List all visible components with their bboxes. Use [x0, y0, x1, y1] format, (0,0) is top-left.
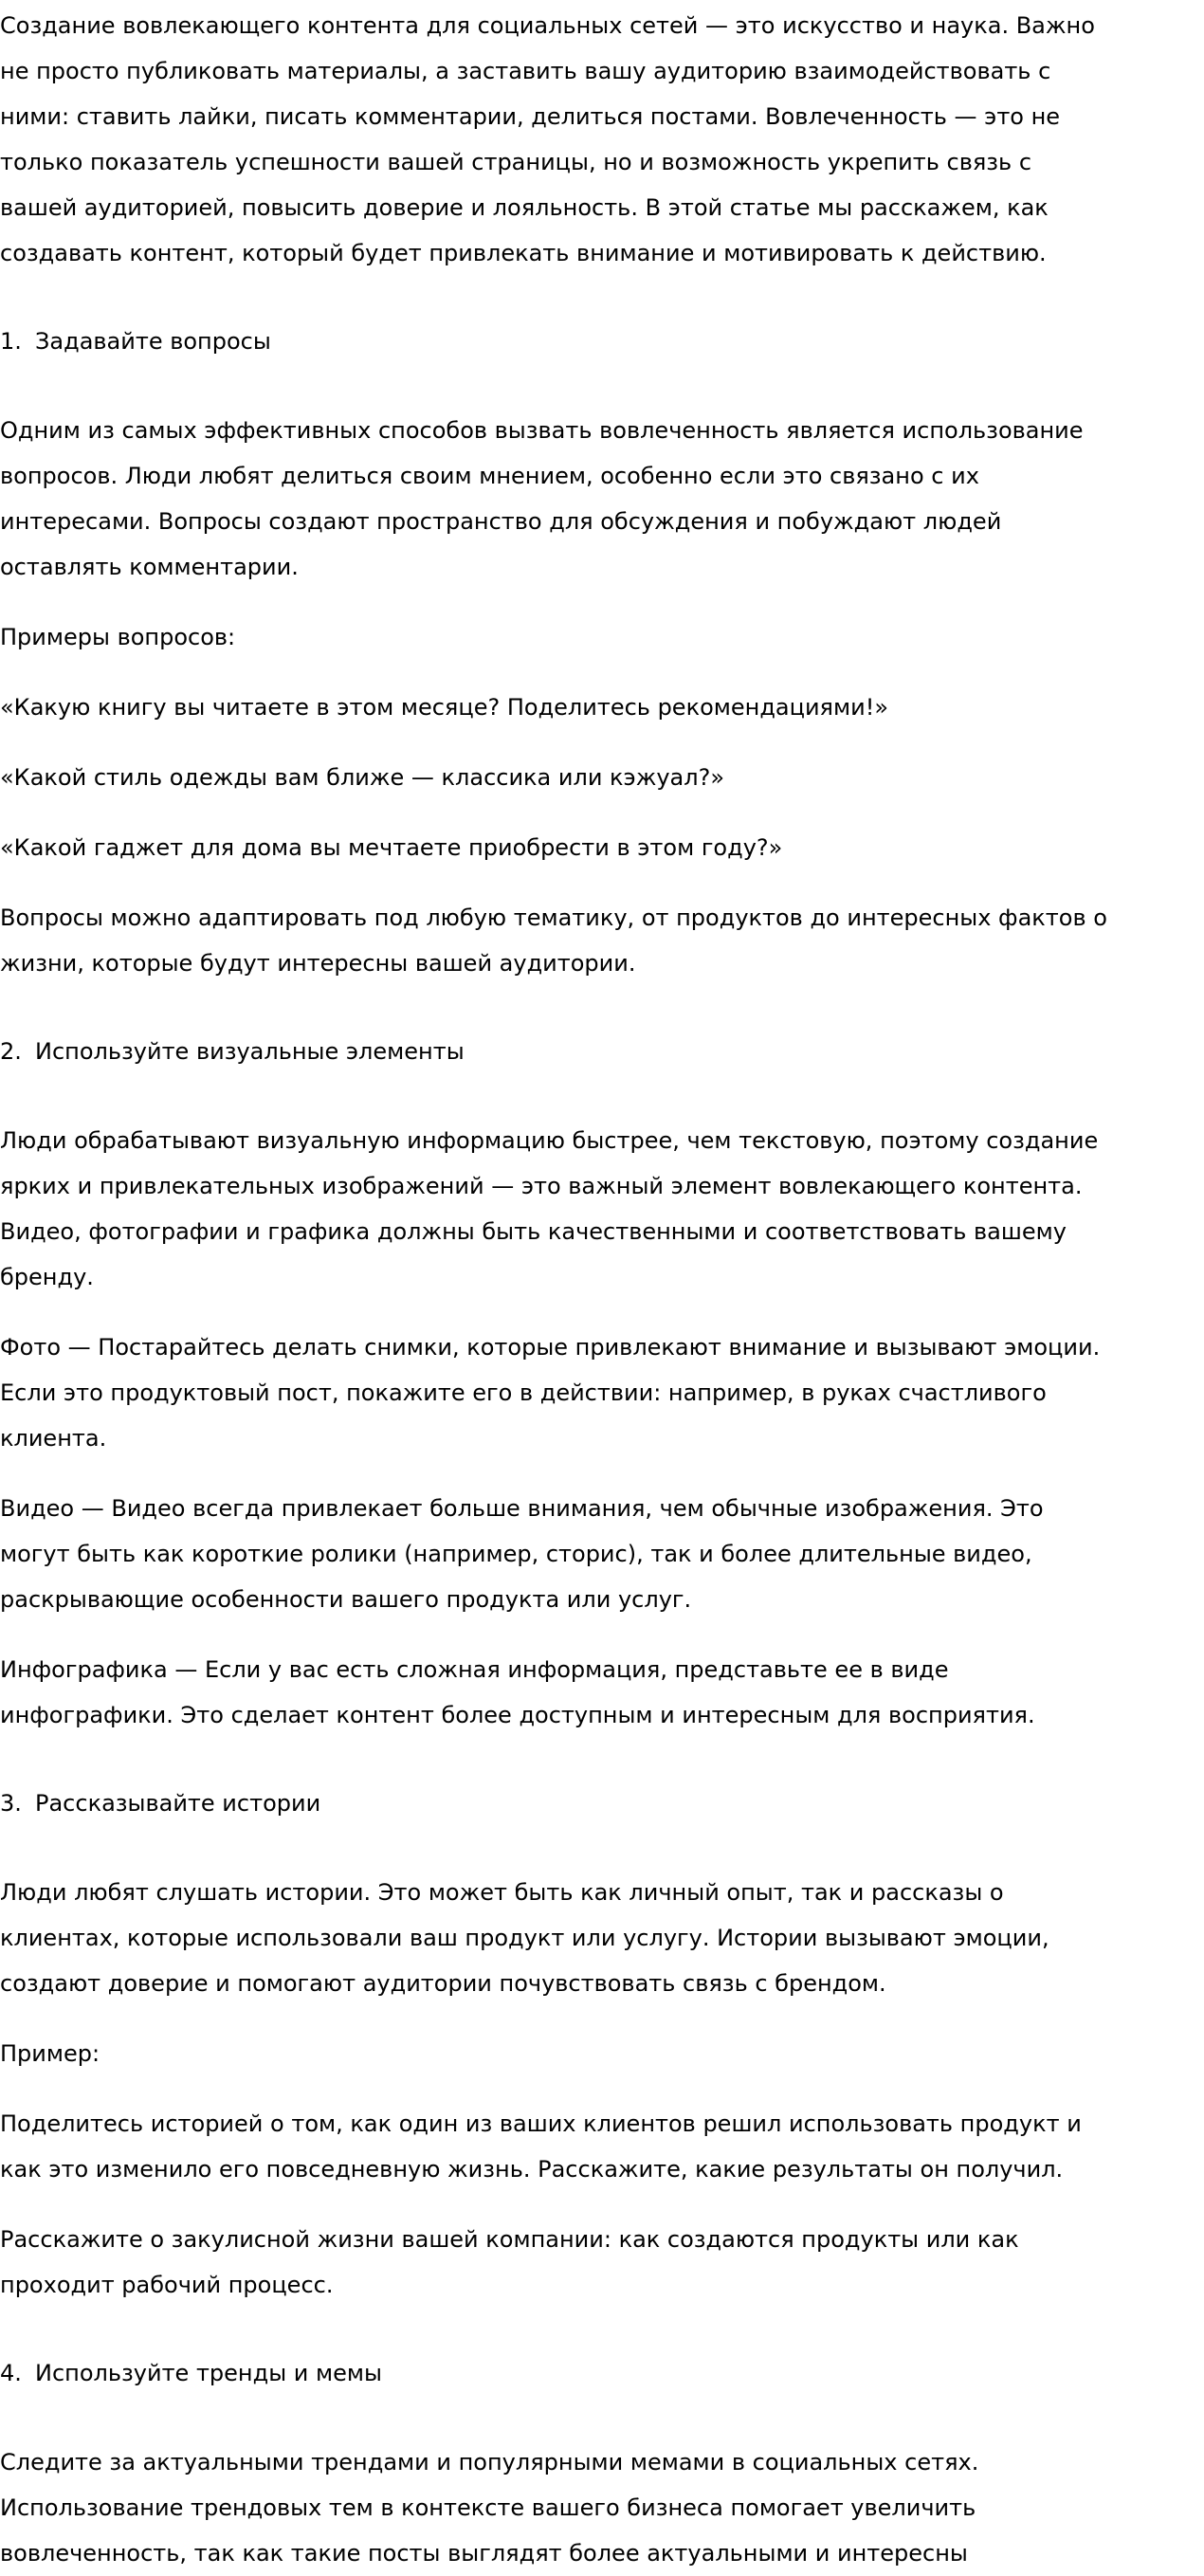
text-line: не просто публиковать материалы, а заставить вашу аудиторию взаимодействовать с [0, 58, 1051, 84]
paragraph-photo [0, 1325, 1204, 1461]
text-line: бренду. [0, 1264, 94, 1290]
heading-text: Используйте тренды и мемы [35, 2360, 382, 2386]
text-line: как это изменило его повседневную жизнь. Расскажите, какие результаты он получил. [0, 2156, 1064, 2183]
heading-number: 4. [0, 2360, 22, 2386]
text-line: Поделитесь историей о том, как один из ваших клиентов решил использовать продукт и [0, 2110, 1082, 2137]
text-line: Видео — Видео всегда привлекает больше внимания, чем обычные изображения. Это [0, 1495, 1044, 1522]
heading-number: 3. [0, 1790, 22, 1817]
paragraph [0, 2031, 1204, 2076]
numbered-heading-3 [0, 1781, 1204, 1826]
paragraph-video [0, 1486, 1204, 1622]
text-line: Инфографика — Если у вас есть сложная информация, представьте ее в виде [0, 1656, 949, 1683]
paragraph-question-example [0, 685, 1204, 730]
text-line: Следите за актуальными трендами и популярными мемами в социальных сетях. [0, 2449, 979, 2476]
text-line: «Какую книгу вы читаете в этом месяце? Поделитесь рекомендациями!» [0, 694, 888, 721]
text-line: Люди обрабатывают визуальную информацию быстрее, чем текстовую, поэтому создание [0, 1127, 1099, 1154]
text-line: вопросов. Люди любят делиться своим мнением, особенно если это связано с их [0, 463, 979, 489]
text-line: могут быть как короткие ролики (например, сторис), так и более длительные видео, [0, 1541, 1032, 1567]
heading-text: Рассказывайте истории [35, 1790, 321, 1817]
text-line: только показатель успешности вашей страницы, но и возможность укрепить связь с [0, 149, 1032, 175]
text-line: клиента. [0, 1425, 107, 1452]
text-line: Создание вовлекающего контента для социальных сетей — это искусство и наука. Важно [0, 12, 1095, 39]
text-line: Люди любят слушать истории. Это может быть как личный опыт, так и рассказы о [0, 1879, 1004, 1906]
text-line: Одним из самых эффективных способов вызвать вовлеченность является использование [0, 417, 1084, 444]
text-line: Использование трендовых тем в контексте вашего бизнеса помогает увеличить [0, 2494, 976, 2521]
text-line: проходит рабочий процесс. [0, 2272, 334, 2298]
text-line: Вопросы можно адаптировать под любую тематику, от продуктов до интересных фактов о [0, 904, 1107, 931]
text-line: «Какой гаджет для дома вы мечтаете приобрести в этом году?» [0, 834, 783, 861]
text-line: оставлять комментарии. [0, 554, 299, 580]
paragraph [0, 3, 1204, 276]
text-line: раскрывающие особенности вашего продукта или услуг. [0, 1586, 692, 1613]
paragraph [0, 408, 1204, 590]
text-line: Видео, фотографии и графика должны быть качественными и соответствовать вашему [0, 1218, 1067, 1245]
text-line: интересами. Вопросы создают пространство для обсуждения и побуждают людей [0, 508, 1002, 535]
text-line: ярких и привлекательных изображений — это важный элемент вовлекающего контента. [0, 1173, 1083, 1199]
text-line: создают доверие и помогают аудитории почувствовать связь с брендом. [0, 1970, 886, 1997]
text-line: Если это продуктовый пост, покажите его в действии: например, в руках счастливого [0, 1379, 1047, 1406]
paragraph [0, 2439, 1204, 2576]
paragraph [0, 1118, 1204, 1300]
text-line: создавать контент, который будет привлекать внимание и мотивировать к действию. [0, 240, 1047, 266]
paragraph-question-example [0, 825, 1204, 870]
text-line: «Какой стиль одежды вам ближе — классика или кэжуал?» [0, 764, 725, 791]
text-line: ними: ставить лайки, писать комментарии, делиться постами. Вовлеченность — это не [0, 103, 1061, 130]
paragraph-infographic [0, 1647, 1204, 1738]
paragraph [0, 614, 1204, 660]
text-line: вовлеченность, так как такие посты выглядят более актуальными и интересны [0, 2540, 968, 2567]
text-line: Расскажите о закулисной жизни вашей компании: как создаются продукты или как [0, 2226, 1019, 2253]
heading-text: Используйте визуальные элементы [35, 1038, 465, 1065]
text-line: Примеры вопросов: [0, 624, 236, 650]
text-line: вашей аудиторией, повысить доверие и лояльность. В этой статье мы расскажем, как [0, 194, 1049, 221]
heading-number: 1. [0, 328, 22, 355]
text-line: клиентах, которые использовали ваш продукт или услугу. Истории вызывают эмоции, [0, 1925, 1049, 1951]
paragraph [0, 2217, 1204, 2308]
text-line: инфографики. Это сделает контент более доступным и интересным для восприятия. [0, 1702, 1035, 1728]
text-line: Пример: [0, 2040, 100, 2067]
heading-number: 2. [0, 1038, 22, 1065]
numbered-heading-2 [0, 1029, 1204, 1074]
paragraph [0, 1870, 1204, 2006]
heading-text: Задавайте вопросы [35, 328, 271, 355]
text-line: Фото — Постарайтесь делать снимки, которые привлекают внимание и вызывают эмоции. [0, 1334, 1101, 1361]
paragraph [0, 2101, 1204, 2192]
paragraph [0, 895, 1204, 986]
numbered-heading-1 [0, 319, 1204, 364]
numbered-heading-4 [0, 2350, 1204, 2396]
paragraph-question-example [0, 755, 1204, 800]
text-line: жизни, которые будут интересны вашей аудитории. [0, 950, 636, 977]
